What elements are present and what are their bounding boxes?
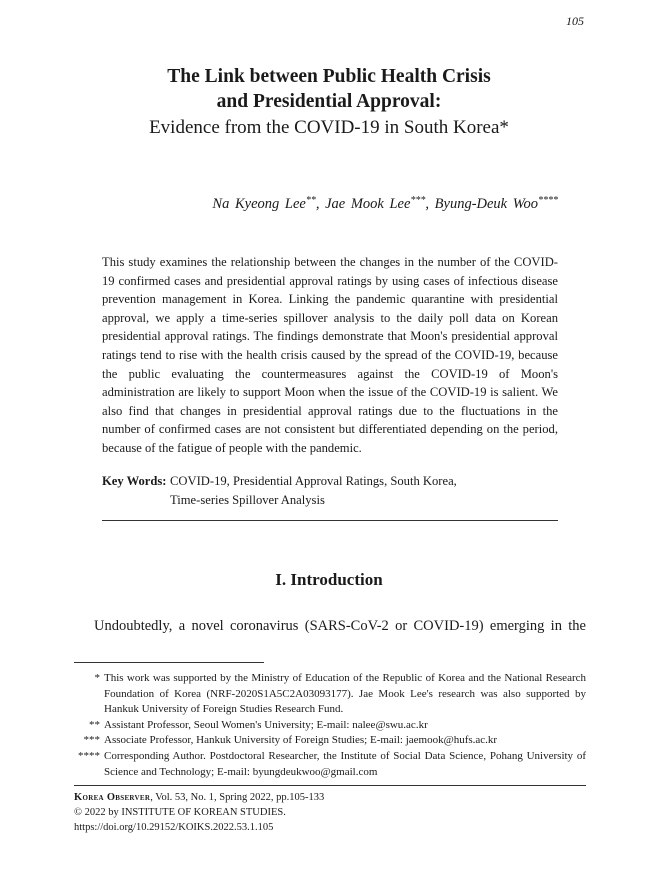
section-heading: I. Introduction [275, 570, 383, 589]
footnote-text: Corresponding Author. Postdoctoral Researcher, the Institute of Social Data Science, Pohang University of Science and Technology; E-mail: byungdeukwoo@gmail.com [104, 749, 586, 778]
footnote-divider [74, 662, 264, 663]
footnote-mark: **** [78, 749, 100, 762]
keywords-label: Key Words: [102, 474, 167, 488]
footnote [74, 733, 586, 749]
author-name: Na Kyeong Lee [212, 196, 306, 212]
keywords-line-1: COVID-19, Presidential Approval Ratings, South Korea, [170, 474, 457, 488]
footnote-mark: ** [89, 718, 100, 731]
author-separator: , [315, 196, 326, 212]
abstract: This study examines the relationship between the changes in the number of the COVID-19 confirmed cases and presidential approval ratings by using cases of infectious disease prevention management in Korea. Linking the pandemic quarantine with presidential approval, we apply a time-series spillover analysis to the daily poll data on Korean presidential approval ratings. The findings demonstrate that Moon's presidential approval ratings tend to rise with the health crisis caused by the spread of the COVID-19, because the public evaluating the countermeasures against the COVID-19 of Moon's administration are likely to support Moon when the issue of the COVID-19 is salient. We also find that changes in presidential approval ratings due to the fluctuations in the number of confirmed cases are not consistent but differentiated depending on the period, because of the fatigue of people with the pandemic. [102, 255, 558, 455]
copyright: © 2022 by INSTITUTE OF KOREAN STUDIES. [74, 807, 286, 819]
author-name: Byung-Deuk Woo [434, 196, 538, 212]
footnote [74, 671, 586, 718]
footnote-mark: * [94, 672, 100, 684]
journal-citation [74, 790, 586, 805]
author-list [212, 196, 558, 213]
keywords-divider [102, 520, 558, 521]
body-paragraph: Undoubtedly, a novel coronavirus (SARS-CoV-2 or COVID-19) emerging in the [94, 618, 586, 634]
doi-link[interactable]: https://doi.org/10.29152/KOIKS.2022.53.1.105 [74, 822, 274, 834]
author-mark: ** [305, 195, 316, 206]
author-mark: **** [538, 195, 558, 206]
footnote-text: Associate Professor, Hankuk University of Foreign Studies; E-mail: jaemook@hufs.ac.kr [104, 734, 498, 747]
footnote-text: This work was supported by the Ministry of Education of the Republic of Korea and the National Research Foundation of Korea (NRF-2020S1A5C2A03093177). Jae Mook Lee's research was also supported by Hankuk University of Foreign Studies Research Fund. [104, 672, 586, 716]
author-separator: , [425, 196, 435, 212]
title-line-1: The Link between Public Health Crisis [167, 66, 491, 87]
author-name: Jae Mook Lee [325, 196, 411, 212]
footnote-mark: *** [83, 734, 100, 747]
keywords-line-2: Time-series Spillover Analysis [170, 492, 325, 507]
journal-volume: , Vol. 53, No. 1, Spring 2022, pp.105-133 [150, 792, 325, 803]
subtitle: Evidence from the COVID-19 in South Korea* [149, 117, 509, 138]
keywords [102, 472, 558, 509]
title-block [0, 64, 658, 142]
journal-info [74, 790, 586, 836]
author-mark: *** [410, 195, 426, 206]
journal-divider [74, 785, 586, 786]
footnotes [74, 671, 586, 780]
journal-name: Korea Observer [74, 792, 151, 803]
footnote [74, 718, 586, 734]
title-line-2: and Presidential Approval: [216, 91, 442, 112]
footnote-text: Assistant Professor, Seoul Women's University; E-mail: nalee@swu.ac.kr [104, 718, 428, 731]
footnote [74, 749, 586, 780]
page-number: 105 [566, 14, 584, 28]
